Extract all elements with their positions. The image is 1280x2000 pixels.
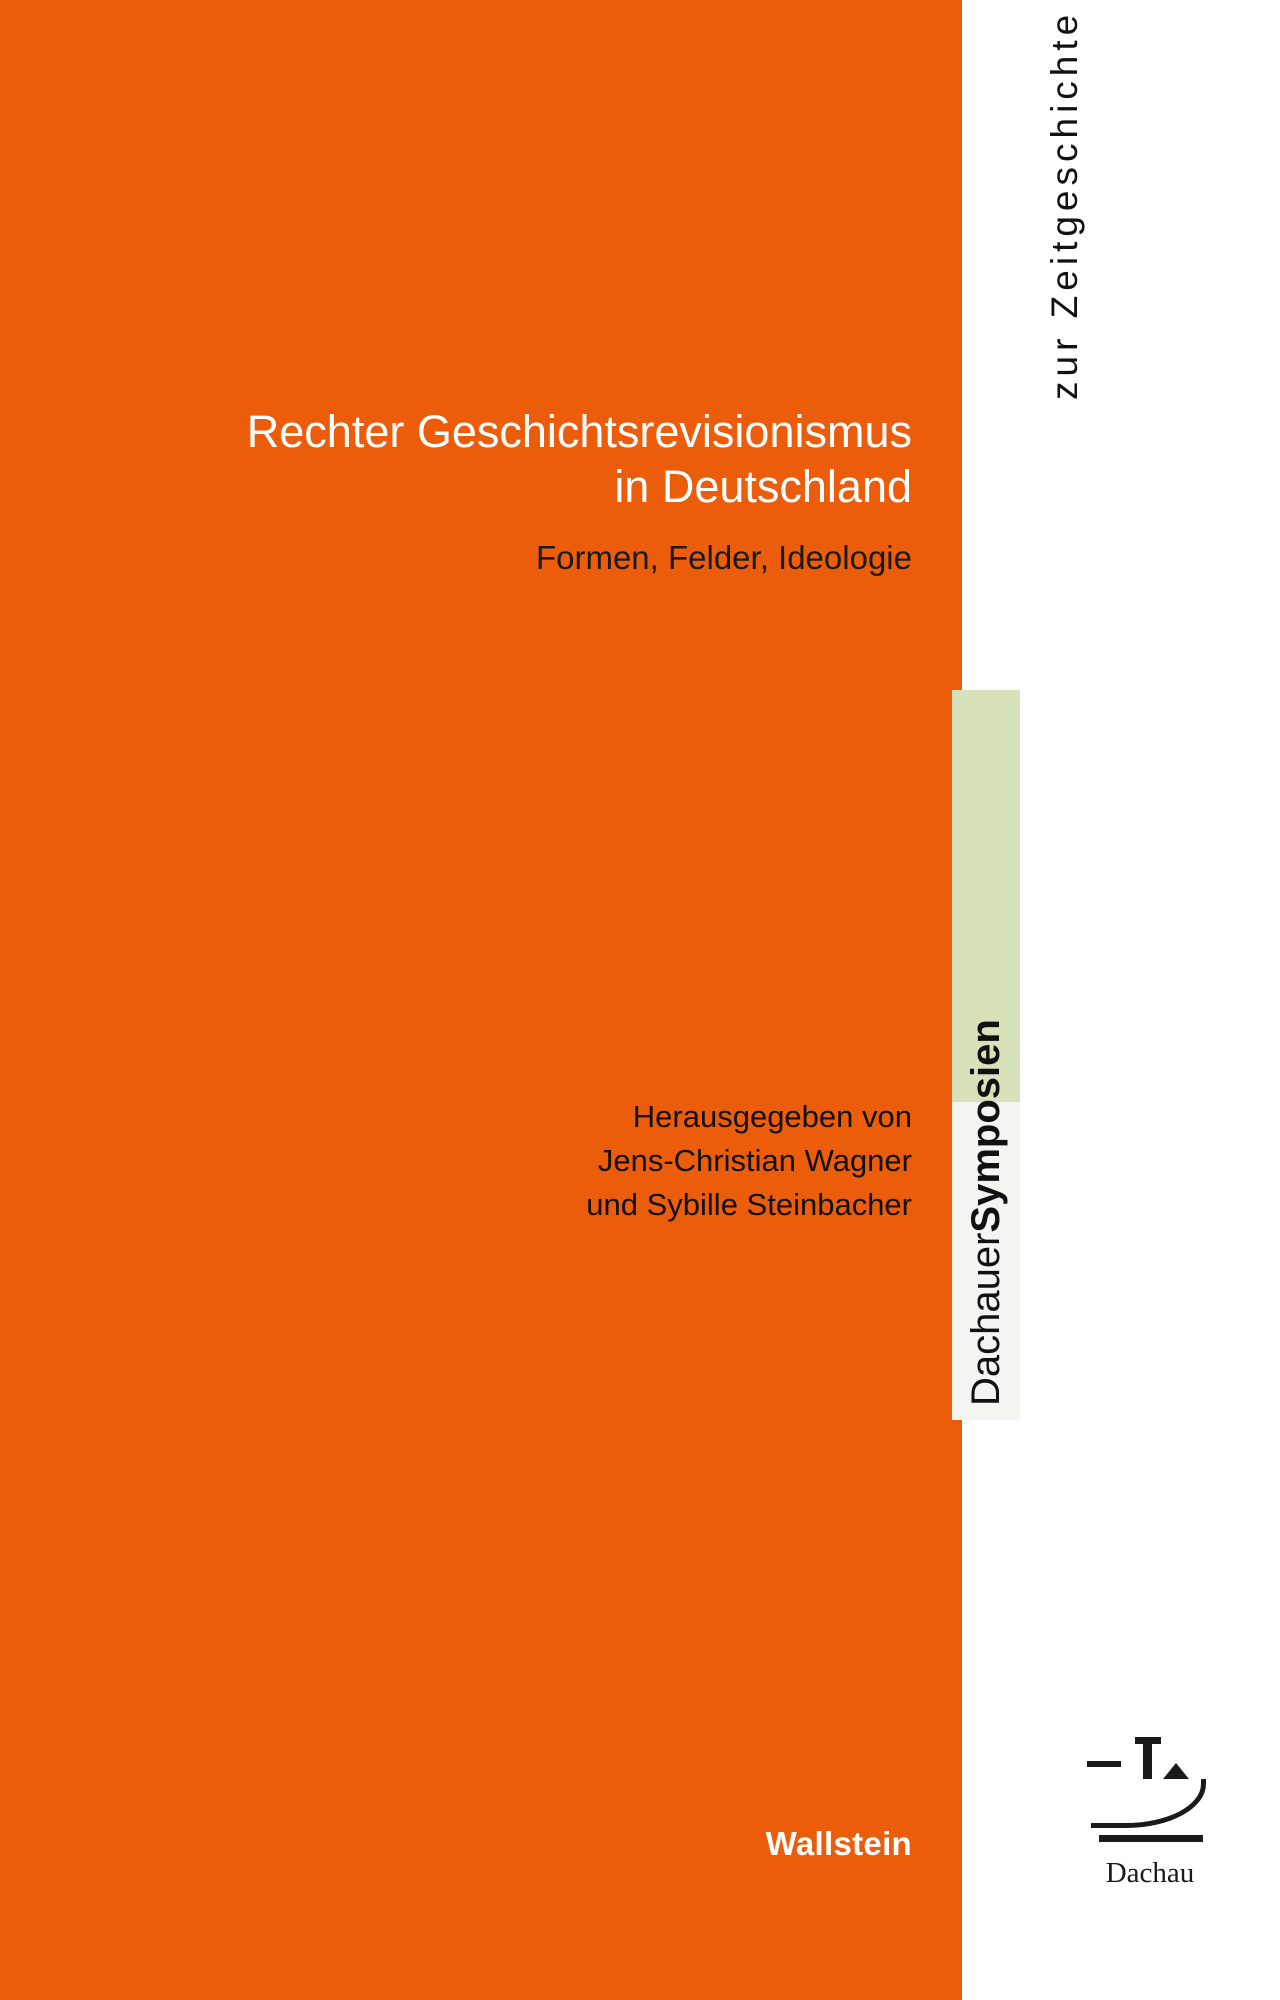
logo-label: Dachau: [1105, 1857, 1195, 1889]
editors-prefix: Herausgegeben von: [632, 1099, 912, 1134]
editor-name-1: Jens-Christian Wagner: [597, 1143, 912, 1179]
title-line-2: in Deutschland: [614, 460, 912, 512]
series-subtitle-vertical: [1035, 0, 1095, 400]
dachau-memorial-logo-icon: [1085, 1735, 1215, 1835]
dachau-logo: [1070, 1735, 1230, 1895]
title-block: [40, 405, 932, 578]
publisher-name: Wallstein: [765, 1825, 912, 1862]
editor-name-2: und Sybille Steinbacher: [586, 1187, 912, 1223]
series-word-symposien: Symposien: [963, 1019, 1008, 1233]
series-strip: [952, 690, 1020, 1420]
logo-baseline-shape: [1099, 1835, 1203, 1842]
title-line-1: Rechter Geschichtsrevisionismus: [246, 406, 912, 457]
logo-dash-shape: [1087, 1761, 1121, 1767]
logo-curve-shape: [1091, 1779, 1206, 1828]
series-strip-text: [952, 690, 1020, 1420]
logo-triangle-shape: [1163, 1763, 1189, 1779]
series-subtitle-text: zur Zeitgeschichte: [1044, 9, 1085, 400]
logo-post-shape: [1143, 1737, 1152, 1779]
editors-block: [40, 1095, 932, 1227]
subtitle: Formen, Felder, Ideologie: [535, 538, 912, 576]
page-title: [40, 405, 912, 515]
series-word-dachauer: Dachauer: [963, 1232, 1008, 1406]
